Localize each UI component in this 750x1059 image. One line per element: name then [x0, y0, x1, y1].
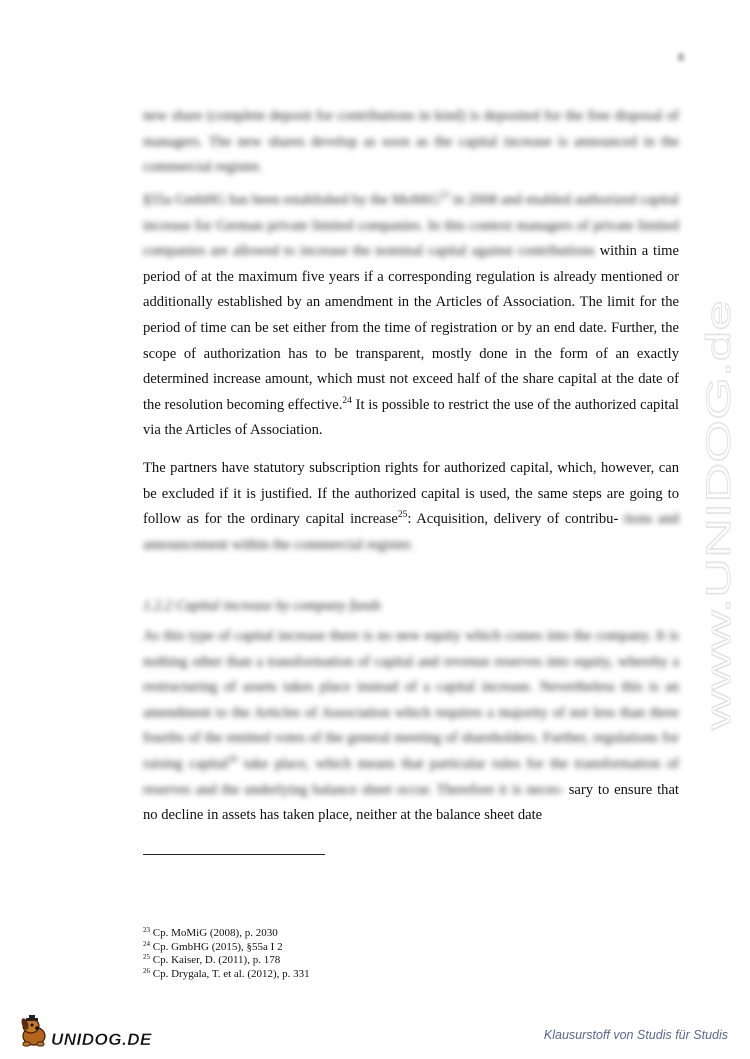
- logo-graphic: [17, 1014, 157, 1050]
- footnote-item: [143, 927, 543, 941]
- footnote-ref-24: 24: [342, 395, 352, 406]
- footnote-item: [143, 954, 543, 968]
- paragraph-4-text: [143, 624, 679, 829]
- paragraph-2-sharp-b: It is possible to restrict the use of the authorized capital via the Articles of Association.: [143, 396, 679, 439]
- footnote-text: Cp. GmbHG (2015), §55a I 2: [150, 940, 283, 953]
- footnote-separator: [143, 854, 325, 855]
- footnote-ref-23: 23: [439, 191, 450, 201]
- paragraph-2-text: [143, 188, 679, 444]
- logo-text: UNIDOG.DE: [51, 1030, 152, 1049]
- dog-mascot-icon: [20, 1015, 45, 1046]
- paragraph-3-text: [143, 456, 679, 558]
- footnote-number: 26: [143, 966, 150, 975]
- footnotes: [143, 927, 543, 981]
- footnote-number: 23: [143, 926, 150, 934]
- paragraph-4-blurred-b: take place, which means that particular rules for the transformation of reserves and the underlying balance sheet occur. Therefore it is neces-: [143, 755, 679, 798]
- footer-slogan: Klausurstoff von Studis für Studis: [543, 1028, 728, 1042]
- footnote-text: Cp. MoMiG (2008), p. 2030: [150, 927, 278, 939]
- page-number: 8: [678, 50, 684, 64]
- footnote-number: 25: [143, 953, 150, 962]
- footnote-number: 24: [143, 939, 150, 948]
- watermark-text: www.UNIDOG.de: [700, 465, 738, 730]
- footnote-text: Cp. Kaiser, D. (2011), p. 178: [150, 954, 281, 967]
- footnote-ref-26: 26: [228, 754, 238, 765]
- paragraph-3-blurred: tions and announcement within the commercial register.: [143, 511, 679, 553]
- footnote-item: [143, 968, 543, 982]
- watermark-graphic: [700, 290, 738, 730]
- footnote-ref-25: 25: [397, 510, 408, 521]
- footnote-item: [143, 941, 543, 955]
- watermark: [700, 290, 738, 730]
- paragraph-1-text: new share (complete deposit for contributions in kind) is deposited for the free disposal of managers. The new shares develop as soon as the capital increase is announced in the commercial register.: [143, 108, 679, 176]
- paragraph-4-blurred-a: As this type of capital increase there is no new equity which comes into the company. It is nothing other than a transformation of capital and revenue reserves into equity, whereby a restructuring of assets takes place instead of a capital increase. Nevertheless this is an amendment to the Articles of Association which requires a majority of not less than three fourths of the emitted votes of the general meeting of shareholders. Further, regulations for raising capital: [143, 628, 679, 772]
- paragraph-4-sharp: sary to ensure that no decline in assets has taken place, neither at the balance sheet date: [143, 781, 679, 824]
- paragraph-2-sharp-a: within a time period of at the maximum five years if a corresponding regulation is already mentioned or additionally established by an amendment in the Articles of Association. The limit for the period of time can be set either from the time of registration or by an end date. Further, the scope of authorization has to be transparent, mostly done in the form of an exactly determined increase amount, which must not exceed half of the share capital at the date of the resolution becoming effective.: [143, 243, 679, 413]
- paragraph-1: [143, 104, 679, 181]
- paragraph-3-sharp-b: : Acquisition, delivery of contribu-: [407, 511, 619, 528]
- paragraph-2-blurred-a: §55a GmbHG has been established by the MoMiG: [143, 192, 440, 208]
- paragraph-3: [143, 456, 679, 558]
- unidog-logo: [17, 1014, 157, 1050]
- paragraph-2: [143, 188, 679, 444]
- footnote-text: Cp. Drygala, T. et al. (2012), p. 331: [150, 967, 310, 980]
- section-heading: 1.2.2 Capital increase by company funds: [143, 598, 382, 614]
- paragraph-4: [143, 624, 679, 829]
- paragraph-2-blurred-b: in 2008 and enabled authorized capital increase for German private limited companies. In this context managers of private limited companies are allowed to increase the nominal capital against contributions: [143, 192, 679, 260]
- paragraph-3-sharp-a: The partners have statutory subscription rights for authorized capital, which, however, can be excluded if it is justified. If the authorized capital is used, the same steps are going to follow as for the ordinary capital increase: [143, 460, 679, 528]
